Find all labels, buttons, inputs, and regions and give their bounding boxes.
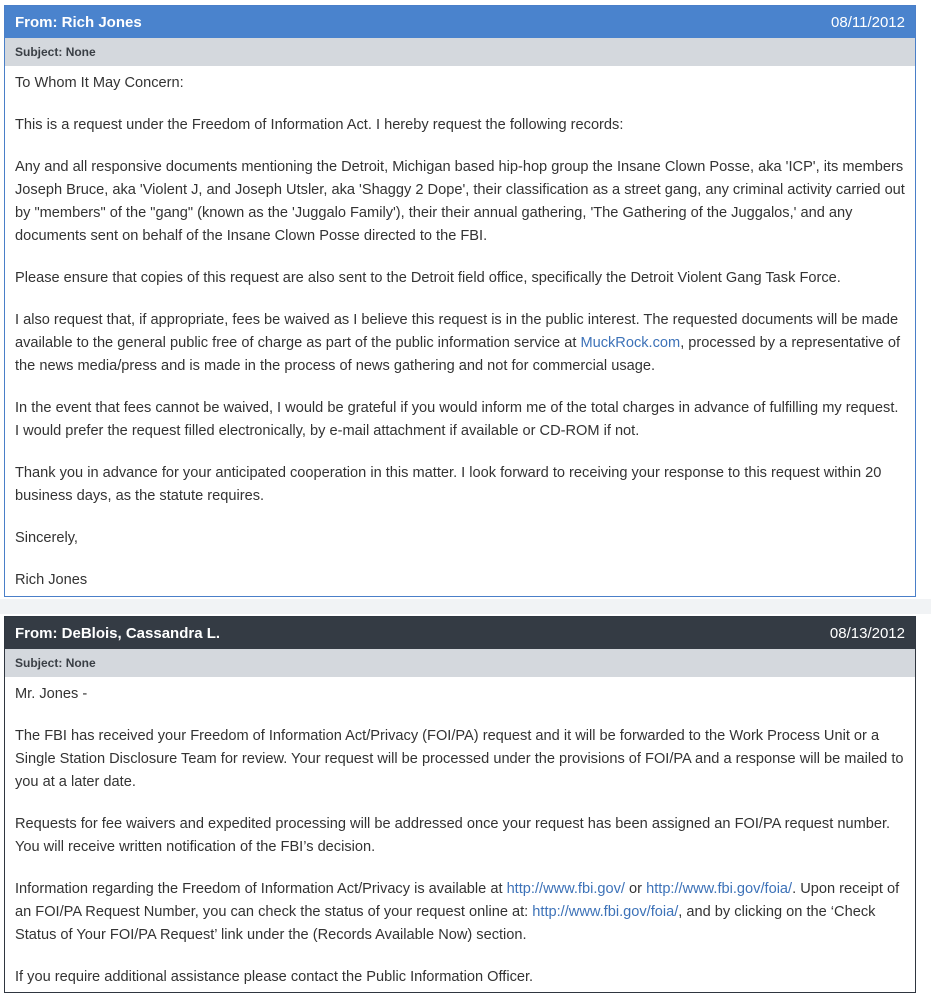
body-paragraph [15,309,905,378]
body-paragraph: In the event that fees cannot be waived, I would be grateful if you would inform me of the total charges in advance of fulfilling my request. I would prefer the request filled electronically, by e-mail attachment if available or CD-ROM if not. [15,400,899,439]
muckrock-link[interactable]: MuckRock.com [580,335,681,351]
message-deblois [4,616,916,993]
paragraph-text: Information regarding the Freedom of Information Act/Privacy is available at [15,881,507,897]
message-from: From: Rich Jones [15,13,142,31]
subject-value: None [65,656,96,670]
fbi-foia-link[interactable]: http://www.fbi.gov/foia/ [646,881,793,897]
message-subject [5,649,915,677]
paragraph-text: I also request that, if appropriate, fees be waived as I believe this request is in the public interest. The requested documents will be made available to the general public free of charge as part of the public information service at [15,312,899,351]
fbi-gov-link[interactable]: http://www.fbi.gov/ [506,881,625,897]
signature: Rich Jones [15,572,88,588]
message-rich-jones [4,5,916,597]
message-header[interactable] [5,6,915,38]
salutation: To Whom It May Concern: [15,75,184,91]
body-paragraph: Requests for fee waivers and expedited processing will be addressed once your request has been assigned an FOI/PA request number. You will receive written notification of the FBI’s decision. [15,816,891,855]
subject-value: None [65,45,96,59]
body-paragraph: This is a request under the Freedom of Information Act. I hereby request the following records: [15,117,624,133]
subject-label: Subject: [15,656,63,670]
message-date: 08/11/2012 [831,13,905,31]
salutation: Mr. Jones - [15,686,88,702]
paragraph-text: , and by clicking on the ‘Check Status of Your FOI/PA Request’ link under the (Records Available Now) section. [15,904,876,943]
paragraph-text: , processed by a representative of the news media/press and is made in the process of news gathering and not for commercial usage. [15,335,901,374]
message-subject [5,38,915,66]
body-paragraph: Please ensure that copies of this request are also sent to the Detroit field office, specifically the Detroit Violent Gang Task Force. [15,270,841,286]
message-body [5,66,915,592]
body-paragraph [15,878,905,947]
body-paragraph: Thank you in advance for your anticipated cooperation in this matter. I look forward to receiving your response to this request within 20 business days, as the statute requires. [15,465,882,504]
message-date: 08/13/2012 [829,624,905,642]
closing: Sincerely, [15,530,78,546]
paragraph-text: . Upon receipt of an FOI/PA Request Number, you can check the status of your request online at: [15,881,900,920]
subject-label: Subject: [15,45,63,59]
fbi-foia-status-link[interactable]: http://www.fbi.gov/foia/ [532,904,679,920]
message-from: From: DeBlois, Cassandra L. [15,624,221,642]
body-paragraph: Any and all responsive documents mentioning the Detroit, Michigan based hip-hop group the Insane Clown Posse, aka 'ICP', its members Joseph Bruce, aka 'Violent J, and Joseph Utsler, aka 'Shaggy 2 Dope', their classification as a street gang, any criminal activity carried out by "members" of the "gang" (known as the 'Juggalo Family'), their their annual gathering, 'The Gathering of the Juggalos,' and any documents sent on behalf of the Insane Clown Posse directed to the FBI. [15,159,905,244]
message-separator [0,599,931,614]
body-paragraph: If you require additional assistance please contact the Public Information Officer. [15,969,534,985]
message-body [5,677,915,989]
body-paragraph: The FBI has received your Freedom of Information Act/Privacy (FOI/PA) request and it will be forwarded to the Work Process Unit or a Single Station Disclosure Team for review. Your request will be processed under the provisions of FOI/PA and a response will be mailed to you at a later date. [15,728,904,790]
paragraph-text: or [625,881,647,897]
message-header[interactable] [5,617,915,649]
